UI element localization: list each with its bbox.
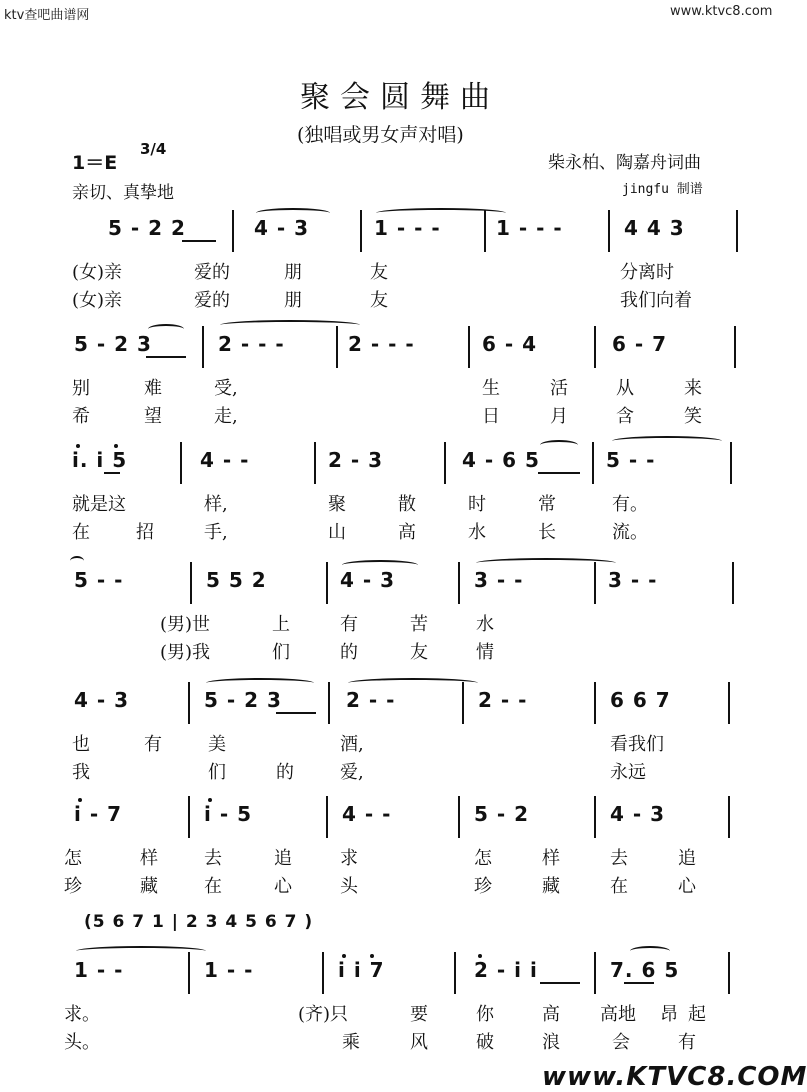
lyric: 有 [340,614,358,635]
barline [326,562,328,604]
barline [732,562,734,604]
lyric: 有 [144,734,162,755]
barline [188,682,190,724]
barline [728,682,730,724]
site-logo-bottom: www.KTVC8.COM [542,1062,807,1092]
lyric: 活 [550,378,568,399]
lyric: 风 [410,1032,428,1053]
measure: 4 - 6 5 [462,448,540,472]
lyric: 爱, [340,762,364,783]
lyric: 日 [482,406,500,427]
lyric: 的 [276,762,294,783]
beam [624,982,654,984]
lyric: 心 [274,876,292,897]
lyric: 笑 [684,406,702,427]
measure: 4 4 3 [624,216,685,240]
lyric: 样 [140,848,158,869]
lyric: 希 [72,406,90,427]
lyric: 你 [476,1004,494,1025]
lyric: 起 [688,1004,706,1025]
measure: 4 - - [342,802,392,826]
lyric: 追 [678,848,696,869]
score-system-5 [64,682,740,782]
lyric: 从 [616,378,634,399]
lyric: 望 [144,406,162,427]
lyric: 酒, [340,734,364,755]
barline [594,562,596,604]
measure: i - 7 [74,802,122,826]
lyric: (女)亲 [72,262,123,283]
measure: 4 - 3 [254,216,310,240]
barline [608,210,610,252]
tie [376,208,506,218]
barline [594,952,596,994]
measure: 1 - - [204,958,254,982]
interlude-notation: (5 6 7 1 | 2 3 4 5 6 7 ) [84,912,314,932]
lyric: 水 [476,614,494,635]
arranger-credit: jingfu 制谱 [622,182,703,197]
beam [276,712,316,714]
measure: 5 - 2 3 [74,332,152,356]
measure: 2 - 3 [328,448,384,472]
lyric: 求 [340,848,358,869]
barline [190,562,192,604]
lyric: 朋 [284,290,302,311]
measure: 3 - - [608,568,658,592]
lyric: 珍 [474,876,492,897]
measure: 5 - - [606,448,656,472]
lyric: 友 [370,262,388,283]
barline [188,952,190,994]
lyric: 难 [144,378,162,399]
lyric: 乘 [342,1032,360,1053]
lyric: 头。 [64,1032,100,1053]
barline [336,326,338,368]
key-signature: 1＝E [72,152,118,174]
lyric: 月 [550,406,568,427]
barline [736,210,738,252]
measure: 5 - 2 2 [108,216,186,240]
lyric: 受, [214,378,238,399]
beam [538,472,580,474]
lyric: 的 [340,642,358,663]
measure: i. i 5 [72,448,128,472]
tie [612,436,722,446]
song-title: 聚会圆舞曲 [300,80,500,115]
tie [342,560,418,570]
lyric: 有 [678,1032,696,1053]
measure: i - 5 [204,802,252,826]
measure: 2 - - - [348,332,415,356]
lyric: 情 [476,642,494,663]
lyric: 爱的 [194,262,230,283]
measure: 7. 6 5 [610,958,680,982]
lyric: 我 [72,762,90,783]
lyric: 分离时 [620,262,674,283]
barline [458,796,460,838]
lyric: 心 [678,876,696,897]
lyric: 要 [410,1004,428,1025]
lyric: 生 [482,378,500,399]
octave-dot [478,954,482,958]
score-system-4 [64,562,740,662]
measure: 2 - - - [218,332,285,356]
barline [202,326,204,368]
barline [326,796,328,838]
tie [220,320,360,330]
lyric: 们 [272,642,290,663]
measure: 1 - - [74,958,124,982]
lyric: 常 [538,494,556,515]
barline [360,210,362,252]
lyric: 走, [214,406,238,427]
tie [348,678,478,688]
octave-dot [76,444,80,448]
measure: 4 - 3 [340,568,396,592]
tie [76,946,206,956]
lyric: 在 [610,876,628,897]
tie [206,678,314,688]
lyric: 手, [204,522,228,543]
lyric: 我们向着 [620,290,692,311]
barline [444,442,446,484]
beam [540,982,580,984]
lyric: 山 [328,522,346,543]
octave-dot [370,954,374,958]
measure: 5 5 2 [206,568,267,592]
lyric: 别 [72,378,90,399]
barline [728,796,730,838]
barline [180,442,182,484]
tie [256,208,330,218]
measure: 6 - 4 [482,332,538,356]
lyric: 上 [272,614,290,635]
lyric: 高 [542,1004,560,1025]
beam [104,472,120,474]
lyric: (女)亲 [72,290,123,311]
score-system-3 [64,442,740,542]
lyric: 水 [468,522,486,543]
barline [462,682,464,724]
lyric: 也 [72,734,90,755]
lyric: 怎 [64,848,82,869]
lyric: 昂 [660,1004,678,1025]
lyric: 苦 [410,614,428,635]
lyric: 样 [542,848,560,869]
measure: 1 - - - [374,216,441,240]
lyric: 在 [204,876,222,897]
lyric: 在 [72,522,90,543]
lyric: 们 [208,762,226,783]
lyric: 来 [684,378,702,399]
lyric: 去 [610,848,628,869]
lyric: 浪 [542,1032,560,1053]
octave-dot [342,954,346,958]
site-watermark-right: www.ktvc8.com [670,4,773,19]
lyric: 样, [204,494,228,515]
barline [730,442,732,484]
lyric: 有。 [612,494,648,515]
lyric: 看我们 [610,734,664,755]
barline [188,796,190,838]
barline [328,682,330,724]
lyric: 爱的 [194,290,230,311]
lyric: (男)我 [160,642,211,663]
lyric: 藏 [140,876,158,897]
barline [454,952,456,994]
lyric: 就是这 [72,494,126,515]
lyric: 会 [612,1032,630,1053]
measure: 5 - 2 [474,802,530,826]
lyric: 高地 [600,1004,636,1025]
tie [540,440,578,450]
lyric: 永远 [610,762,646,783]
lyric: 流。 [612,522,648,543]
measure: 4 - - [200,448,250,472]
measure: 6 - 7 [612,332,668,356]
song-subtitle: (独唱或男女声对唱) [297,124,464,146]
lyric: 美 [208,734,226,755]
lyric: 散 [398,494,416,515]
measure: 6 6 7 [610,688,671,712]
lyric: 长 [538,522,556,543]
measure: i i 7 [338,958,385,982]
tie [148,324,184,334]
barline [322,952,324,994]
barline [592,442,594,484]
lyric: 朋 [284,262,302,283]
lyric: 高 [398,522,416,543]
time-signature-value: 3/4 [140,140,167,158]
lyric: 招 [136,522,154,543]
barline [594,682,596,724]
barline [594,326,596,368]
tie [70,556,84,566]
lyric: 时 [468,494,486,515]
lyric: 怎 [474,848,492,869]
octave-dot [78,798,82,802]
measure: 2 - - [346,688,396,712]
barline [728,952,730,994]
barline [232,210,234,252]
beam [146,356,186,358]
measure: 2 - - [478,688,528,712]
barline [734,326,736,368]
beam [182,240,216,242]
time-signature [140,142,166,156]
lyric: 头 [340,876,358,897]
lyric: 去 [204,848,222,869]
lyric: 珍 [64,876,82,897]
site-watermark-left: ktv查吧曲谱网 [4,8,90,23]
barline [458,562,460,604]
barline [594,796,596,838]
lyric: 求。 [64,1004,100,1025]
lyric: 追 [274,848,292,869]
measure: 5 - 2 3 [204,688,282,712]
tie [630,946,670,956]
measure: 4 - 3 [610,802,666,826]
tie [476,558,616,568]
composer-credit: 柴永柏、陶嘉舟词曲 [548,153,701,173]
barline [314,442,316,484]
tempo-marking: 亲切、真挚地 [72,183,174,203]
lyric: 友 [410,642,428,663]
measure: 3 - - [474,568,524,592]
lyric: 破 [476,1032,494,1053]
lyric: 含 [616,406,634,427]
lyric: 聚 [328,494,346,515]
lyric: 藏 [542,876,560,897]
measure: 5 - - [74,568,124,592]
octave-dot [208,798,212,802]
measure: 1 - - - [496,216,563,240]
measure: 4 - 3 [74,688,130,712]
score-system-6 [64,796,740,896]
lyric: 友 [370,290,388,311]
octave-dot [114,444,118,448]
score-system-7 [64,952,740,1052]
lyric: (齐)只 [298,1004,349,1025]
score-system-2 [64,326,740,426]
score-system-1 [64,210,740,310]
barline [468,326,470,368]
measure: 2 - i i [474,958,538,982]
lyric: (男)世 [160,614,211,635]
